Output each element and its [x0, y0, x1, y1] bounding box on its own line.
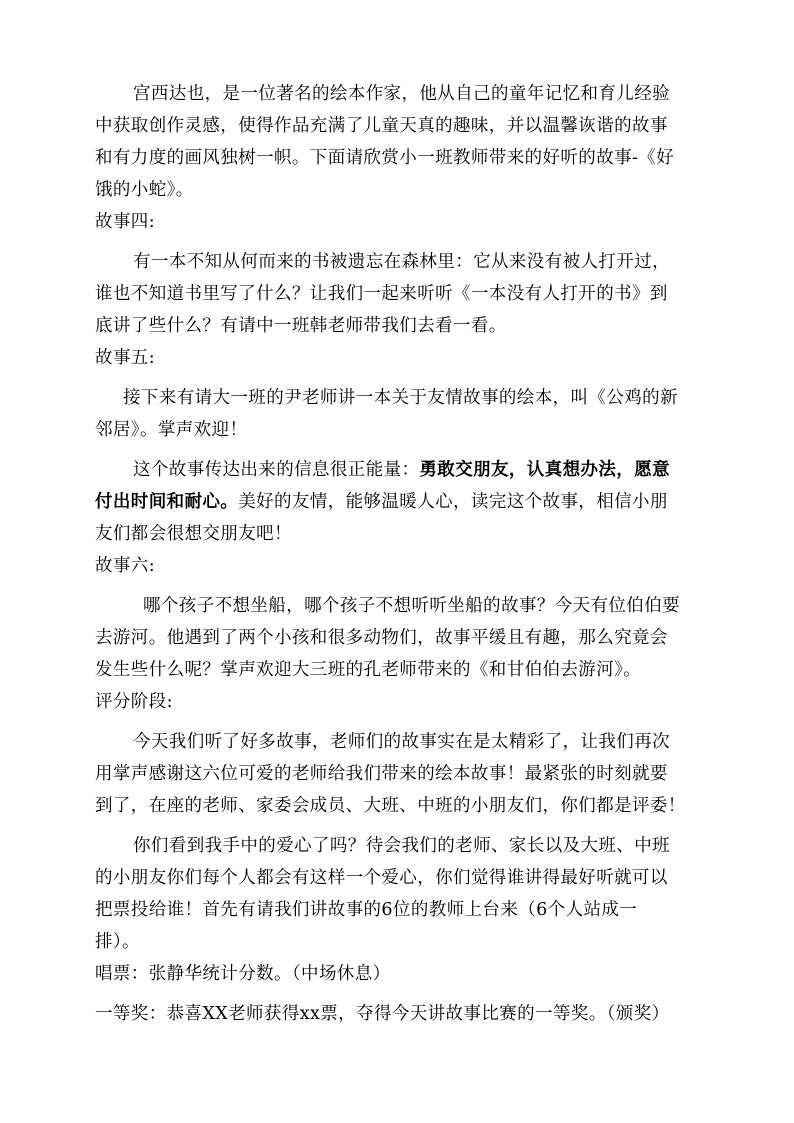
- para-intro-line-1: 宫西达也，是一位著名的绘本作家，他从自己的童年记忆和育儿经验: [133, 84, 670, 104]
- para-vote-count: 唱票：张静华统计分数。（中场休息）: [95, 964, 391, 984]
- para-message-line-1: [133, 458, 670, 482]
- para-voting-line-2: 的小朋友你们每个人都会有这样一个爱心，你们觉得谁讲得最好听就可以: [95, 868, 668, 888]
- para-story-4-line-3: 底讲了些什么？有请中一班韩老师带我们去看一看。: [95, 316, 507, 336]
- para-story-5-line-1: 接下来有请大一班的尹老师讲一本关于友情故事的绘本，叫《公鸡的新: [123, 388, 678, 408]
- para-voting-line-1: 你们看到我手中的爱心了吗？待会我们的老师、家长以及大班、中班: [133, 836, 670, 856]
- heading-scoring: 评分阶段:: [95, 692, 173, 712]
- para-scoring-line-3: 到了，在座的老师、家委会成员、大班、中班的小朋友们，你们都是评委！: [95, 796, 686, 816]
- para-intro-line-4: 饿的小蛇》。: [95, 180, 194, 200]
- heading-story-4: 故事四:: [95, 212, 155, 232]
- para-message-bold-2a: 付出时间和耐心。: [95, 492, 239, 512]
- para-scoring-line-2: 用掌声感谢这六位可爱的老师给我们带来的绘本故事！最紧张的时刻就要: [95, 764, 668, 784]
- para-intro-line-3: 和有力度的画风独树一帜。下面请欣赏小一班教师带来的好听的故事-《好: [95, 148, 675, 168]
- para-message-text-1a: 这个故事传达出来的信息很正能量：: [133, 460, 420, 480]
- para-voting-line-3: 把票投给谁！首先有请我们讲故事的6位的教师上台来（6个人站成一: [95, 900, 638, 920]
- para-message-line-3: 友们都会很想交朋友吧！: [95, 524, 292, 544]
- para-first-prize: 一等奖：恭喜XX老师获得xx票，夺得今天讲故事比赛的一等奖。（颁奖）: [95, 1004, 670, 1024]
- para-story-5-line-2: 邻居》。掌声欢迎！: [95, 420, 248, 440]
- para-intro-line-2: 中获取创作灵感，使得作品充满了儿童天真的趣味，并以温馨诙谐的故事: [95, 116, 668, 136]
- para-message-bold-1b: 勇敢交朋友，认真想办法，愿意: [419, 460, 671, 480]
- para-message-text-2b: 美好的友情，能够温暖人心，读完这个故事，相信小朋: [238, 492, 668, 512]
- para-story-6-line-3: 发生些什么呢？掌声欢迎大三班的孔老师带来的《和甘伯伯去游河》。: [95, 660, 642, 680]
- para-story-6-line-2: 去游河。他遇到了两个小孩和很多动物们，故事平缓且有趣，那么究竟会: [95, 628, 668, 648]
- para-story-4-line-2: 谁也不知道书里写了什么？让我们一起来听听《一本没有人打开的书》到: [95, 284, 668, 304]
- para-story-4-line-1: 有一本不知从何而来的书被遗忘在森林里：它从来没有被人打开过，: [133, 252, 670, 272]
- heading-story-6: 故事六:: [95, 556, 155, 576]
- para-message-line-2: [95, 490, 668, 514]
- para-story-6-line-1: 哪个孩子不想坐船，哪个孩子不想听听坐船的故事？今天有位伯伯要: [143, 596, 680, 616]
- heading-story-5: 故事五:: [95, 348, 155, 368]
- para-scoring-line-1: 今天我们听了好多故事，老师们的故事实在是太精彩了，让我们再次: [133, 732, 670, 752]
- para-voting-line-4: 排）。: [95, 932, 140, 952]
